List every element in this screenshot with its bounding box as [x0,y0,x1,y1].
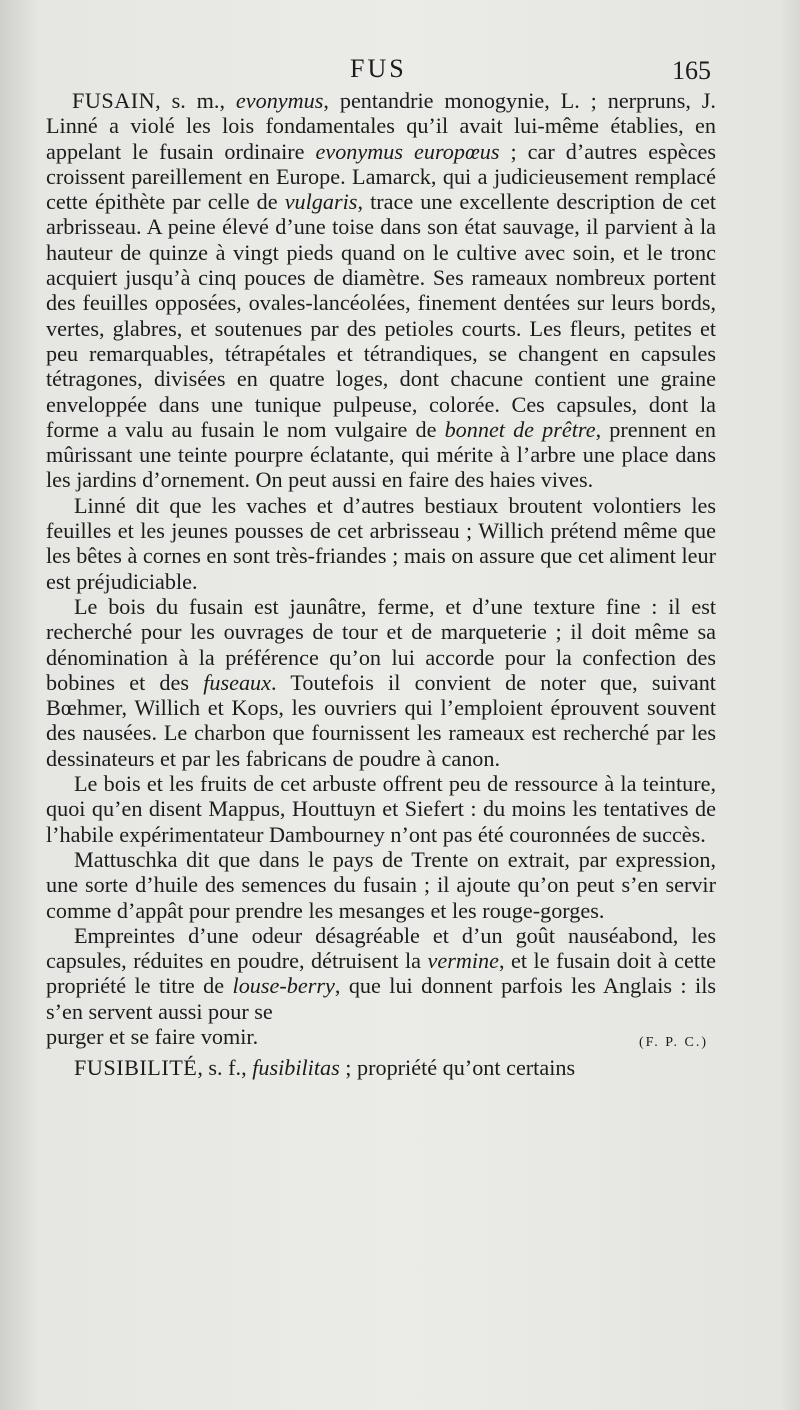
entry-text: ; car d’autres espèces croissent pareillement en Europe. Lamarck, qui a judicieusement remplacé cette épithète par celle de [46,138,716,215]
entry-fusain [46,88,716,493]
latin-term: fusibilitas [252,1055,340,1081]
paragraph-text: , que lui donnent parfois les Anglais : ils s’en servent aussi pour se [46,973,716,1024]
headword-fusain: FUSAIN [72,88,156,113]
entry-text: , trace une excellente description de cet arbrisseau. A peine élevé d’une toise dans son état sauvage, il parvient à la hauteur de quinze à vingt pieds quand on le cultive avec soin, et le tronc acquiert jusqu’à cinq pouces de diamètre. Ses rameaux nombreux portent des feuilles opposées, ovales-lancéolées, finement dentées sur leurs bords, vertes, glabres, et soutenues par des petioles courts. Les fleurs, petites et peu remarquables, tétrapétales et tétrandiques, se changent en capsules tétragones, divisées en quatre loges, dont chacune contient une graine enveloppée dans une tunique pulpeuse, colorée. Ces capsules, dont la forme a valu au fusain le nom vulgaire de [46,189,716,442]
page-header [0,52,800,86]
entry-text: , s. m., [155,88,236,113]
author-signature: (F. P. C.) [638,1034,708,1050]
paragraph-teinture: Le bois et les fruits de cet arbuste offrent peu de ressource à la teinture, quoi qu’en disent Mappus, Houttuyn et Siefert : du moins les tentatives de l’habile expérimentateur Dambourney n’ont pas été couronnées de succès. [46,771,716,847]
paragraph-text: . Toutefois il convient de noter que, suivant Bœhmer, Willich et Kops, les ouvriers qui l’emploient éprouvent souvent des nausées. Le charbon que fournissent les rameaux est recherché par les dessinateurs et par les fabricans de poudre à canon. [46,669,716,771]
closing-text: purger et se faire vomir. [46,1023,259,1049]
page-body [46,88,716,1081]
paragraph-huile: Mattuschka dit que dans le pays de Trente on extrait, par expression, une sorte d’huile des semences du fusain ; il ajoute qu’on peut s’en servir comme d’appât pour prendre les mesanges et les rouge-gorges. [46,846,716,923]
entry-fusibilite [46,1055,716,1080]
latin-term: evonymus [235,88,324,113]
page-number: 165 [672,56,711,85]
latin-term: evonymus europœus [315,138,500,164]
italic-term: bonnet de prêtre [444,416,596,442]
entry-text: ; propriété qu’ont certains [339,1055,576,1081]
closing-line [46,1024,716,1055]
paragraph-text: , et le fusain doit à cette propriété le titre de [46,948,716,999]
paragraph-bois [46,594,716,771]
paragraph-text: Le bois du fusain est jaunâtre, ferme, et d’une texture fine : il est recherché pour les ouvrages de tour et de marqueterie ; il doit même sa dénomination à la préférence qu’on lui accorde pour la confection des bobines et des [46,593,716,695]
paragraph-bestiaux: Linné dit que les vaches et d’autres bestiaux broutent volontiers les feuilles et les jeunes pousses de cet arbrisseau ; Willich prétend même que les bêtes à cornes en sont très-friandes ; mais on assure que cet aliment leur est préjudiciable. [46,492,716,594]
italic-term: vermine [427,948,499,974]
paragraph-capsules [46,923,716,1024]
running-head: FUS [350,54,407,83]
entry-text: , s. f., [197,1055,253,1081]
italic-term: fuseaux [203,669,271,695]
entry-text: , prennent en mûrissant une teinte pourpre éclatante, qui mérite à l’arbre une place dans les jardins d’ornement. On peut aussi en faire des haies vives. [46,416,716,493]
paragraph-text: Empreintes d’une odeur désagréable et d’un goût nauséabond, les capsules, réduites en poudre, détruisent la [46,922,716,974]
italic-term: louse-berry [232,973,335,999]
latin-term: vulgaris [284,189,358,215]
headword-fusibilite: FUSIBILITÉ [74,1055,198,1081]
entry-text: , pentandrie monogynie, L. ; nerpruns, J. Linné a violé les lois fondamentales qu’il avait lui-même établies, en appelant le fusain ordinaire [46,88,716,164]
